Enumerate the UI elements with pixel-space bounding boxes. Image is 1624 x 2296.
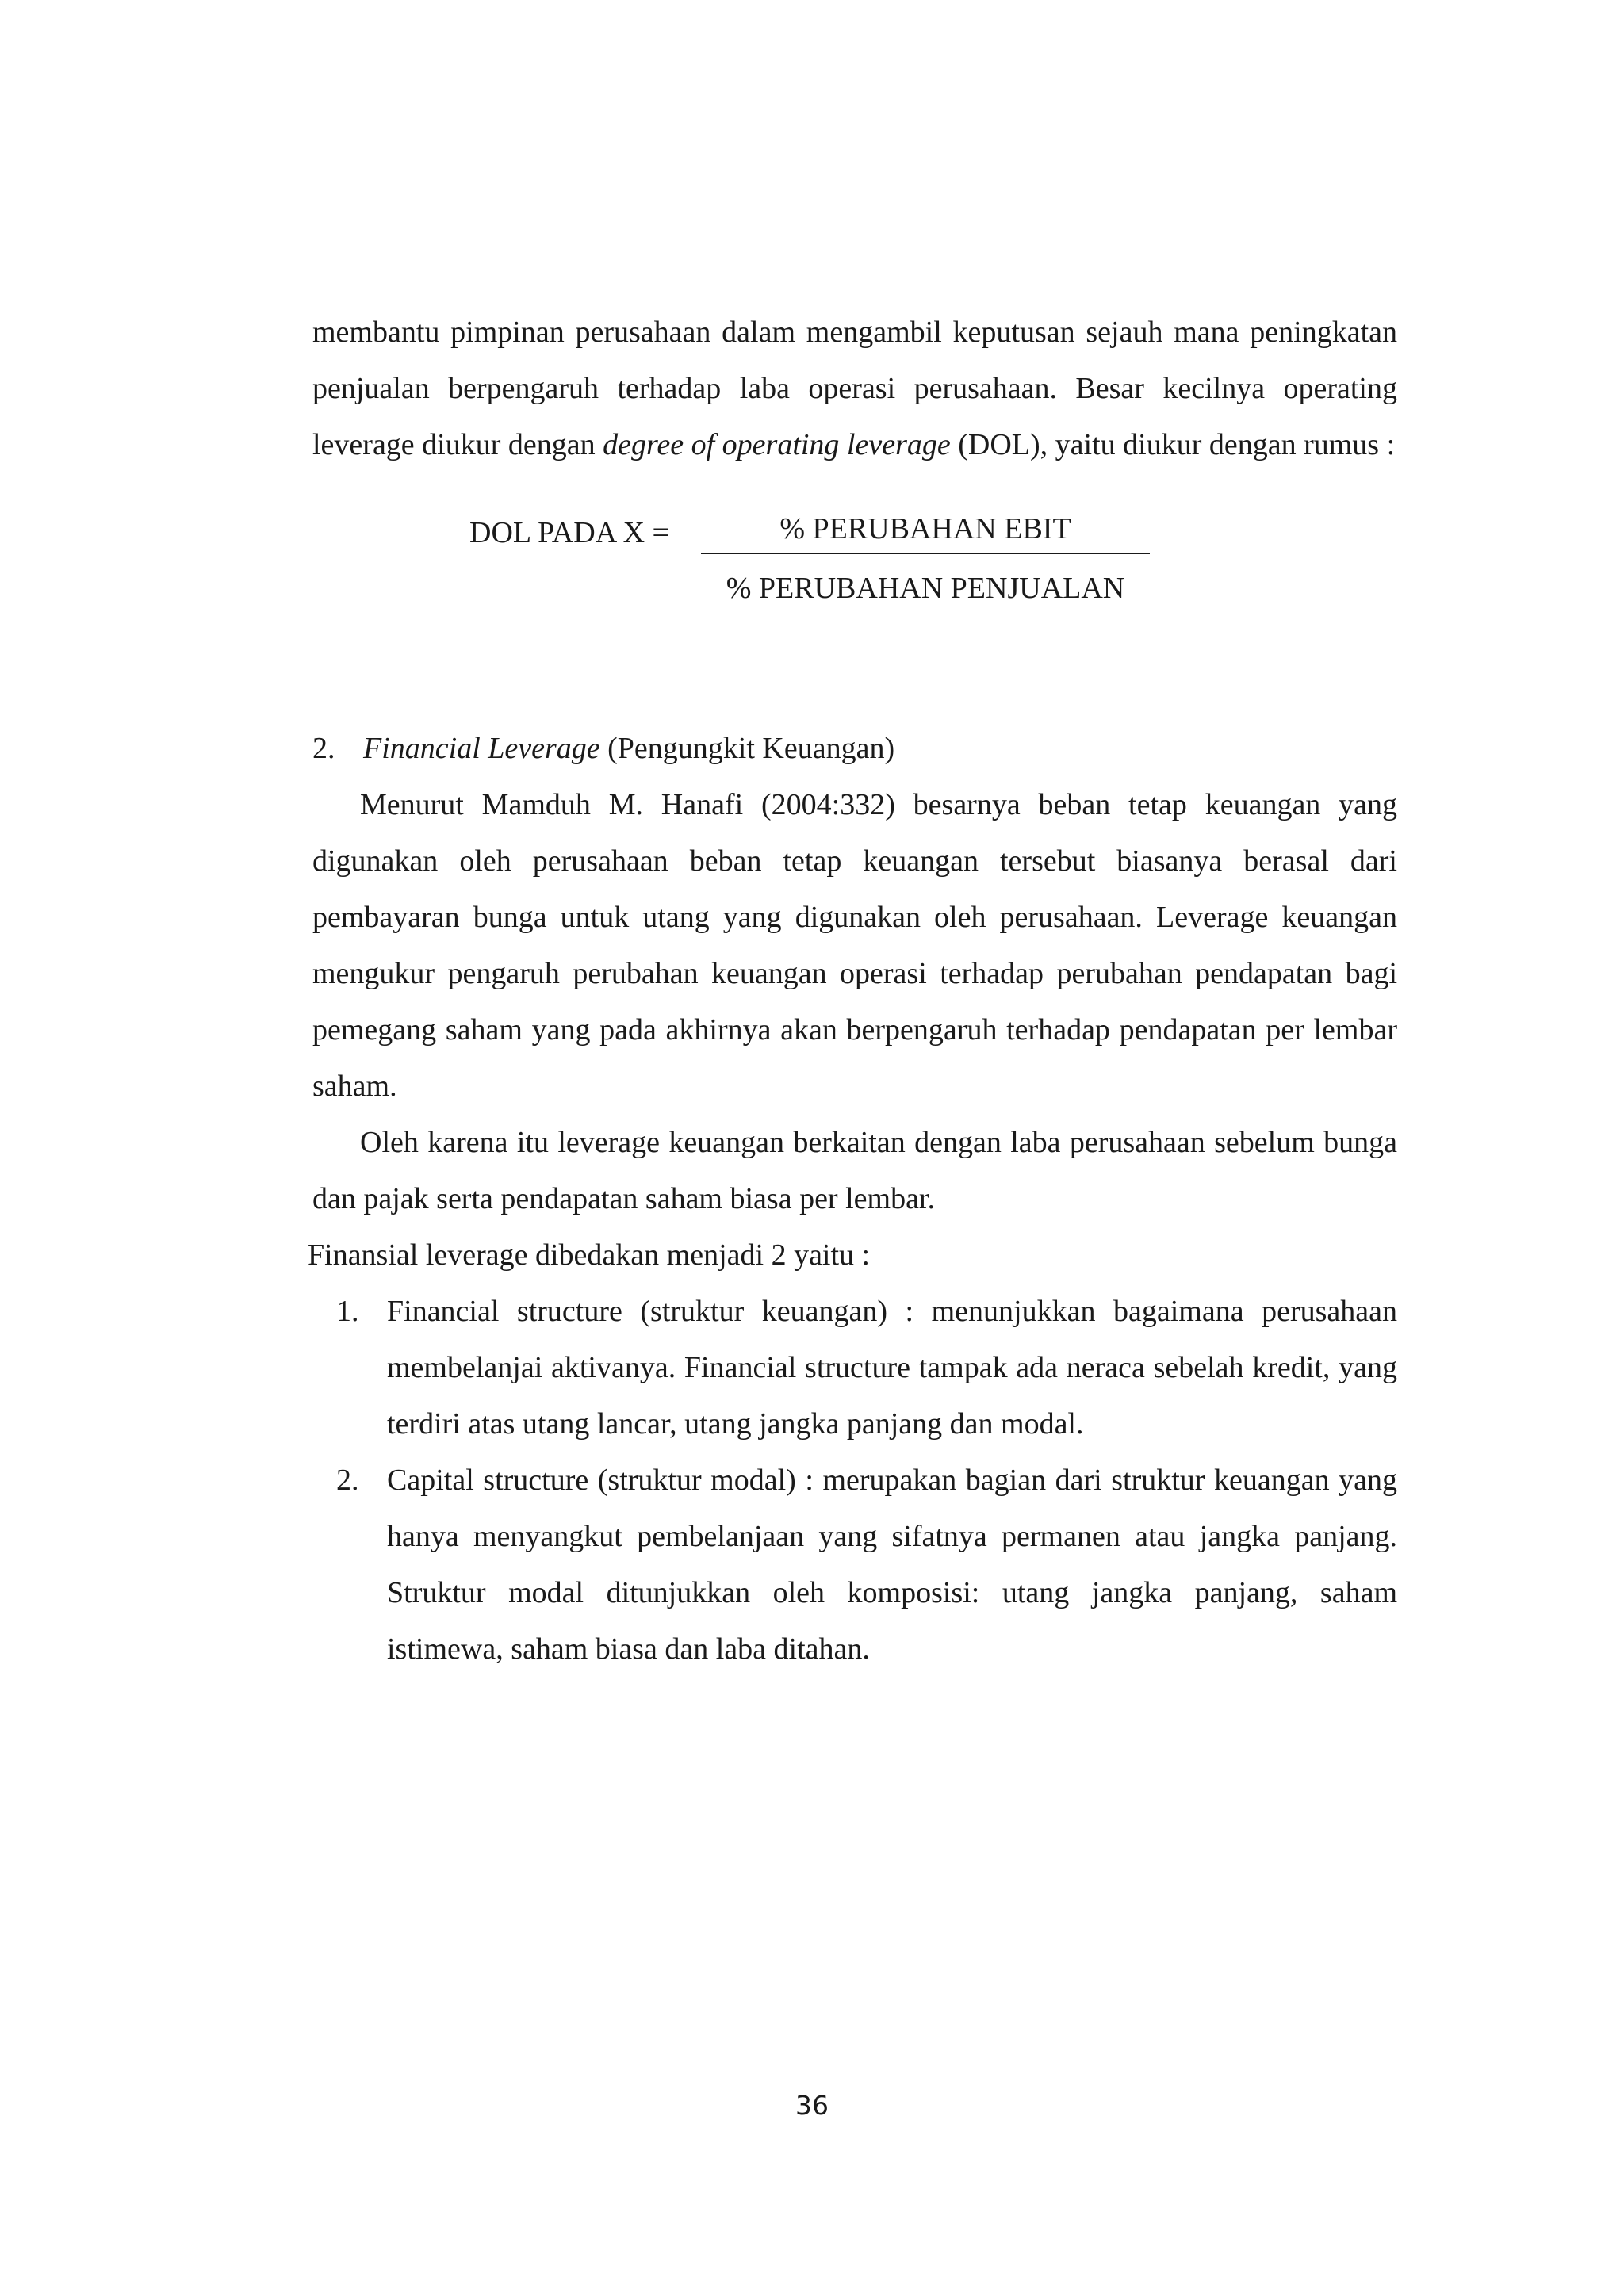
list-item-text: Capital structure (struktur modal) : merupakan bagian dari struktur keuangan yang hanya menyangkut pembelanjaan yang sifatnya permanen atau jangka panjang. Struktur modal ditunjukkan oleh komposisi: utang jangka panjang, saham istimewa, saham biasa dan laba ditahan.: [387, 1464, 1397, 1666]
page-number: 36: [795, 2090, 829, 2121]
formula-numerator: % PERUBAHAN EBIT: [701, 505, 1150, 554]
leverage-list: [312, 1284, 1397, 1678]
intro-paragraph: [312, 304, 1397, 473]
dol-formula: [312, 505, 1397, 648]
formula-lhs: DOL PADA X =: [469, 516, 669, 549]
body-paragraph-2: Oleh karena itu leverage keuangan berkaitan dengan laba perusahaan sebelum bunga dan pajak serta pendapatan saham biasa per lembar.: [312, 1126, 1397, 1215]
list-item-marker: 2.: [336, 1464, 359, 1497]
section-heading: [312, 721, 1397, 777]
formula-denominator: % PERUBAHAN PENJUALAN: [726, 572, 1125, 605]
intro-text-1: membantu pimpinan perusahaan dalam mengambil keputusan sejauh mana peningkatan penjualan berpengaruh terhadap laba operasi perusahaan. Besar kecilnya operating leverage diukur dengan: [312, 316, 1397, 461]
section-title-rest: (Pengungkit Keuangan): [599, 732, 895, 765]
list-item: [312, 1452, 1397, 1678]
list-item-text: Financial structure (struktur keuangan) : menunjukkan bagaimana perusahaan membelanjai aktivanya. Financial structure tampak ada neraca sebelah kredit, yang terdiri atas utang lancar, utang jangka panjang dan modal.: [387, 1295, 1397, 1441]
body-paragraph-1: Menurut Mamduh M. Hanafi (2004:332) besarnya beban tetap keuangan yang digunakan oleh perusahaan beban tetap keuangan tersebut biasanya berasal dari pembayaran bunga untuk utang yang digunakan oleh perusahaan. Leverage keuangan mengukur pengaruh perubahan keuangan operasi terhadap perubahan pendapatan bagi pemegang saham yang pada akhirnya akan berpengaruh terhadap pendapatan per lembar saham.: [312, 788, 1397, 1103]
section-title-italic: Financial Leverage: [363, 732, 600, 765]
list-intro: Finansial leverage dibedakan menjadi 2 yaitu :: [308, 1238, 871, 1272]
page-body: [308, 304, 1397, 1678]
section-number: 2.: [312, 732, 335, 765]
intro-italic-term: degree of operating leverage: [603, 428, 951, 461]
intro-text-2: (DOL), yaitu diukur dengan rumus :: [950, 428, 1396, 461]
list-item: [312, 1284, 1397, 1452]
list-item-marker: 1.: [336, 1295, 359, 1328]
